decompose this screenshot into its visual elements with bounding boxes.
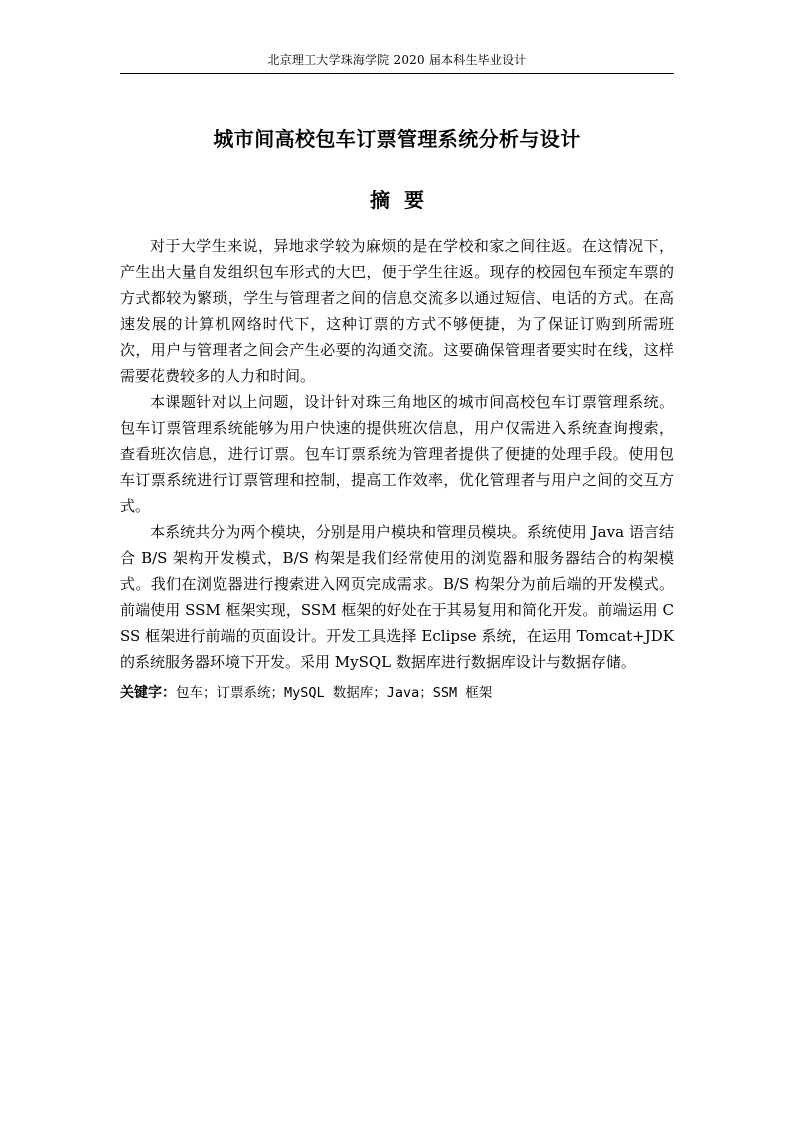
header-divider [120, 73, 674, 74]
abstract-paragraph-2: 本课题针对以上问题，设计针对珠三角地区的城市间高校包车订票管理系统。包车订票管理系统能够为用户快速的提供班次信息，用户仅需进入系统查询搜索，查看班次信息，进行订票。包车订票系统为管理者提供了便捷的处理手段。使用包车订票系统进行订票管理和控制，提高工作效率，优化管理者与用户之间的交互方式。 [120, 393, 674, 515]
abstract-paragraph-3: 本系统共分为两个模块，分别是用户模块和管理员模块。系统使用 Java 语言结合 B/S 架构开发模式，B/S 构架是我们经常使用的浏览器和服务器结合的构架模式。我们在浏览器进行搜索进入网页完成需求。B/S 构架分为前后端的开发模式。前端使用 SSM 框架实现，SSM 框架的好处在于其易复用和简化开发。前端运用 CSS 框架进行前端的页面设计。开发工具选择 Eclipse 系统，在运用 Tomcat+JDK 的系统服务器环境下开发。采用 MySQL 数据库进行数据库设计与数据存储。 [120, 523, 674, 671]
abstract-heading: 摘 要 [370, 188, 424, 212]
running-header: 北京理工大学珠海学院 2020 届本科生毕业设计 [267, 53, 527, 67]
keywords-line [120, 681, 674, 705]
abstract-paragraph-1: 对于大学生来说，异地求学较为麻烦的是在学校和家之间往返。在这情况下，产生出大量自发组织包车形式的大巴，便于学生往返。现存的校园包车预定车票的方式都较为繁琐，学生与管理者之间的信息交流多以通过短信、电话的方式。在高速发展的计算机网络时代下，这种订票的方式不够便捷，为了保证订购到所需班次，用户与管理者之间会产生必要的沟通交流。这要确保管理者要实时在线，这样需要花费较多的人力和时间。 [120, 237, 674, 385]
keywords-label: 关键字： [120, 685, 176, 701]
keywords-text: 包车；订票系统；MySQL 数据库；Java；SSM 框架 [176, 685, 493, 701]
abstract-body [120, 233, 674, 705]
paper-title: 城市间高校包车订票管理系统分析与设计 [213, 127, 581, 151]
